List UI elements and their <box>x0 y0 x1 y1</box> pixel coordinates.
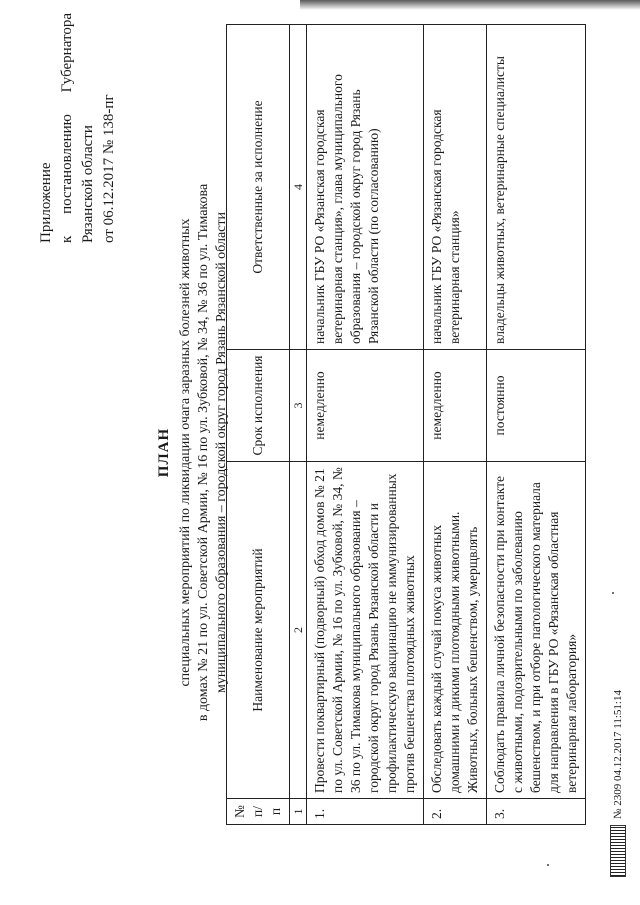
row-measure: Провести поквартирный (подворный) обход домов № 21 по ул. Советской Армии, № 16 по ул. Зубковой, № 34, № 36 по ул. Тимакова муниципального образования – городской округ город Рязань Рязанской области и профилактическую вакцинацию не иммунизированных против бешенства плотоядных животных <box>307 462 424 799</box>
column-number: 2 <box>290 462 307 799</box>
appendix-word-k: к <box>59 235 75 243</box>
row-measure: Обследовать каждый случай покуса животных домашними и дикими плотоядными животными. Животных, больных бешенством, умерщвлять <box>424 462 487 799</box>
subtitle-line-1: специальных мероприятий по ликвидации очага заразных болезней животных <box>178 218 193 687</box>
table-header-row <box>227 25 290 825</box>
header-term: Срок исполнения <box>227 350 290 462</box>
header-num: № п/п <box>227 799 290 825</box>
plan-subtitle <box>177 60 231 845</box>
subtitle-line-2: в домах № 21 по ул. Советской Армии, № 16 по ул. Зубковой, № 34, № 36 по ул. Тимакова <box>196 183 211 722</box>
row-measure: Соблюдать правила личной безопасности при контакте с животными, подозрительными по заболеванию бешенством, и при отборе патологического материала для направления в ГБУ РО «Рязанская областная ветеринарная лаборатория» <box>487 462 586 799</box>
table-row <box>487 25 586 825</box>
header-responsible: Ответственные за исполнение <box>227 25 290 350</box>
appendix-resolution-line <box>57 13 78 243</box>
appendix-label: Приложение <box>38 162 54 243</box>
row-term: немедленно <box>424 350 487 462</box>
row-responsible: начальник ГБУ РО «Рязанская городская ветеринарная станция» <box>424 25 487 350</box>
column-number-row <box>290 25 307 825</box>
row-num: 3. <box>487 799 586 825</box>
row-num: 2. <box>424 799 487 825</box>
registration-stamp-text: № 2309 04.12.2017 11:51:14 <box>612 690 624 819</box>
appendix-block <box>36 13 120 243</box>
table-row <box>424 25 487 825</box>
header-name: Наименование мероприятий <box>227 462 290 799</box>
subtitle-line-3: муниципального образования – городской округ город Рязань Рязанской области <box>214 212 229 693</box>
table-row <box>307 25 424 825</box>
registration-footer <box>610 577 626 877</box>
measures-table <box>226 24 586 825</box>
appendix-date-number: от 06.12.2017 № 138-пг <box>101 94 117 243</box>
plan-title: ПЛАН <box>156 427 172 478</box>
appendix-region: Рязанской области <box>80 125 96 243</box>
row-responsible: начальник ГБУ РО «Рязанская городская ветеринарная станция», глава муниципального образования – городской округ город Рязань Рязанской области (по согласованию) <box>307 25 424 350</box>
appendix-word-resolution: постановлению <box>59 114 75 214</box>
appendix-word-governor: Губернатора <box>59 13 75 93</box>
barcode-stamp-icon <box>610 825 626 877</box>
column-number: 4 <box>290 25 307 350</box>
row-responsible: владельцы животных, ветеринарные специалисты <box>487 25 586 350</box>
row-num: 1. <box>307 799 424 825</box>
column-number: 3 <box>290 350 307 462</box>
row-term: постоянно <box>487 350 586 462</box>
column-number: 1 <box>290 799 307 825</box>
row-term: немедленно <box>307 350 424 462</box>
